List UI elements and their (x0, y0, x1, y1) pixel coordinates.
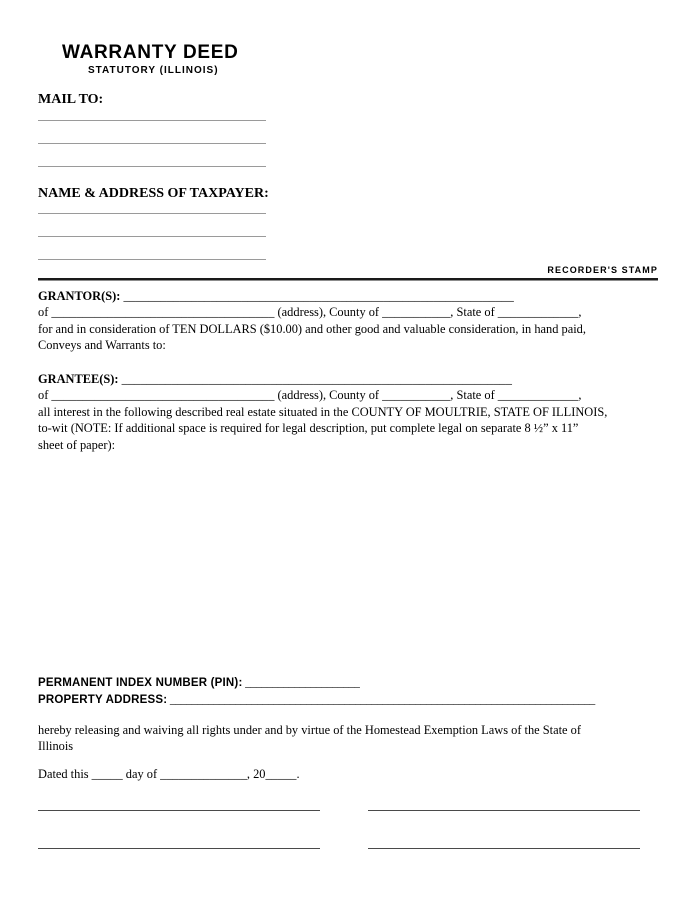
recorders-stamp-label: RECORDER'S STAMP (547, 265, 658, 275)
signature-line-bottom-right[interactable] (368, 848, 640, 849)
signature-line-top-left[interactable] (38, 810, 320, 811)
grantee-section (38, 371, 658, 453)
grantor-address-line[interactable]: of ____________________________________ (address), County of ___________, State of _____________, (38, 305, 582, 320)
mail-to-blank-line-3[interactable] (38, 166, 266, 167)
header-divider-rule (38, 278, 658, 281)
grantee-interest-line: all interest in the following described real estate situated in the COUNTY OF MOULTRIE, STATE OF ILLINOIS, (38, 404, 608, 419)
pin-input-blank[interactable]: _____________________ (242, 677, 360, 689)
grantee-address-line[interactable]: of ____________________________________ (address), County of ___________, State of _____________, (38, 388, 582, 403)
property-address-input-blank[interactable]: ______________________________________________________________________________ (167, 694, 595, 706)
signature-line-bottom-left[interactable] (38, 848, 320, 849)
taxpayer-label: NAME & ADDRESS OF TAXPAYER: (38, 186, 269, 201)
grantee-name-blank[interactable]: _______________________________________________________________ (118, 372, 512, 386)
homestead-line-2: Illinois (38, 739, 74, 754)
pin-label: PERMANENT INDEX NUMBER (PIN): (38, 677, 243, 689)
grantor-section (38, 288, 658, 354)
grantee-legal-note-line: to-wit (NOTE: If additional space is required for legal description, put complete legal on separate 8 ½” x 11” (38, 421, 579, 436)
mail-to-blank-line-1[interactable] (38, 120, 266, 121)
taxpayer-blank-line-3[interactable] (38, 259, 266, 260)
taxpayer-blank-line-1[interactable] (38, 213, 266, 214)
page-title: WARRANTY DEED (62, 42, 239, 63)
page-subtitle: STATUTORY (ILLINOIS) (88, 65, 219, 76)
grantee-sheet-line: sheet of paper): (38, 437, 116, 452)
grantee-label: GRANTEE(S): (38, 372, 119, 386)
signature-line-top-right[interactable] (368, 810, 640, 811)
property-address-label: PROPERTY ADDRESS: (38, 694, 168, 706)
grantor-name-blank[interactable]: _______________________________________________________________ (120, 289, 514, 303)
pin-field-row (38, 677, 360, 689)
mail-to-blank-line-2[interactable] (38, 143, 266, 144)
dated-line[interactable]: Dated this _____ day of ______________, 20_____. (38, 767, 300, 781)
homestead-release-section (38, 722, 658, 755)
homestead-line-1: hereby releasing and waiving all rights under and by virtue of the Homestead Exemption Laws of the State of (38, 723, 581, 737)
legal-description-blank-area[interactable] (38, 465, 658, 665)
grantor-label: GRANTOR(S): (38, 289, 121, 303)
mail-to-label: MAIL TO: (38, 92, 104, 107)
taxpayer-blank-line-2[interactable] (38, 236, 266, 237)
grantor-conveys-line: Conveys and Warrants to: (38, 338, 166, 353)
property-address-field-row (38, 694, 595, 706)
grantor-consideration-line: for and in consideration of TEN DOLLARS ($10.00) and other good and valuable consideration, in hand paid, (38, 321, 586, 336)
